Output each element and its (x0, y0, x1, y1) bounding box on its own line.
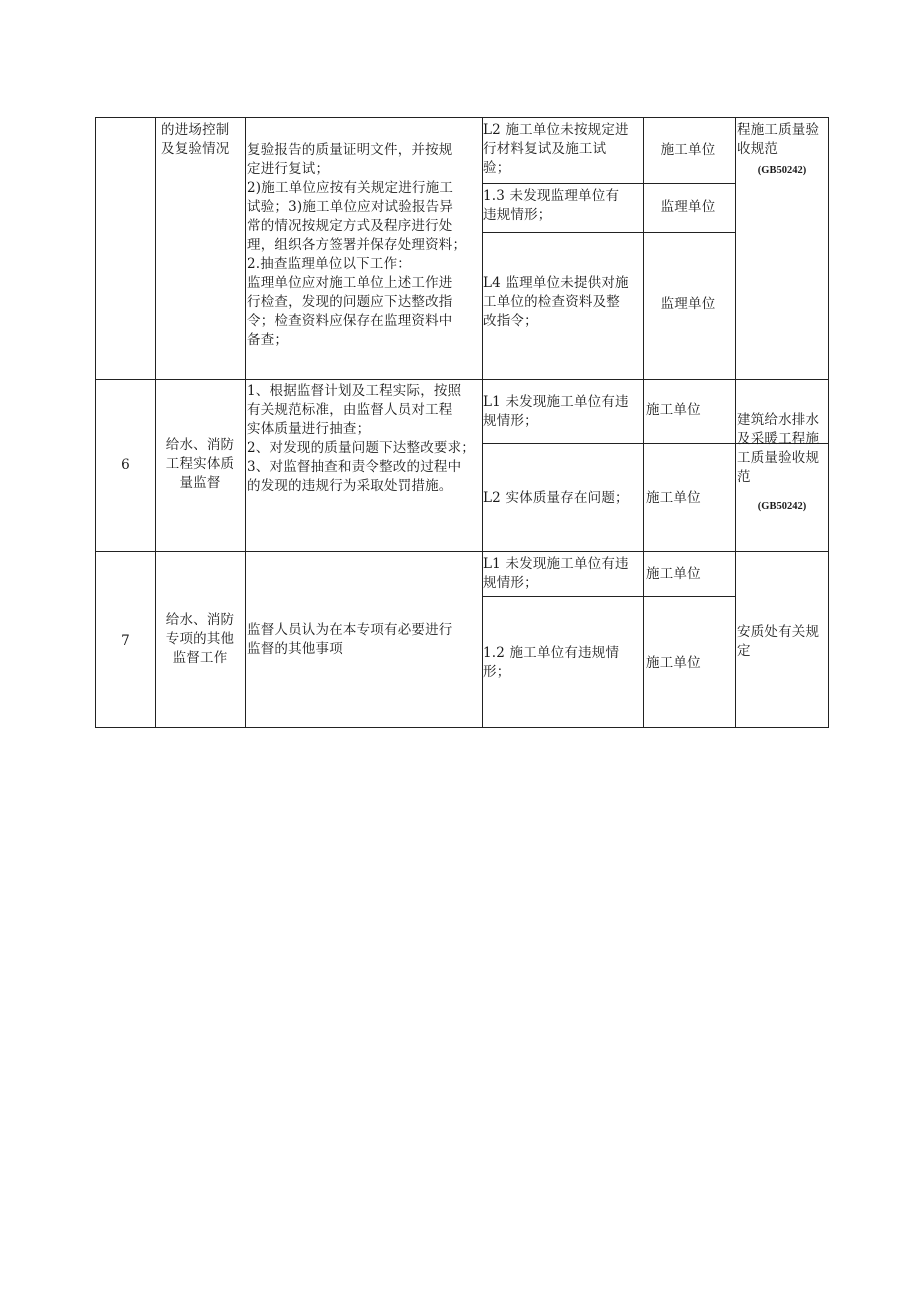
responsible-party: 施工单位 (646, 402, 701, 418)
standard-code: (GB50242) (757, 165, 807, 176)
responsible-party: 施工单位 (646, 655, 701, 671)
content-line: 复验报告的质量证明文件，并按规 (247, 142, 453, 158)
item-line: 的进场控制 (161, 122, 230, 138)
row-a-content (247, 141, 466, 350)
responsible-party: 监理单位 (660, 296, 716, 312)
basis-line: 收规范 (737, 141, 779, 157)
basis-line: 程施工质量验 (737, 122, 820, 138)
content-line: 有关规范标准，由监督人员对工程 (247, 402, 453, 418)
row-divider (96, 551, 828, 552)
row-6-content (247, 382, 475, 496)
content-line: 令；检查资料应保存在监理资料中 (247, 313, 453, 329)
problem-line: 工单位的检查资料及整 (483, 294, 620, 310)
problem-line: L1 未发现施工单位有违 (483, 394, 629, 410)
basis-line: 建筑给水排水 (737, 412, 820, 428)
problem-line: 违规情形； (483, 207, 552, 223)
responsible-party: 施工单位 (660, 142, 716, 158)
item-line: 监督工作 (172, 650, 228, 666)
row-7-basis (737, 623, 819, 661)
row-7-item (155, 611, 245, 668)
content-line: 试验；3)施工单位应对试验报告异 (247, 199, 454, 215)
row-7-content (247, 621, 453, 659)
content-line: 定进行复试； (247, 161, 330, 177)
row-a-item (161, 121, 230, 159)
problem-line: L4 监理单位未提供对施 (483, 275, 629, 291)
content-line: 的发现的违规行为采取处罚措施。 (247, 478, 453, 494)
row-7-problem-1 (483, 555, 629, 593)
subrow-divider (482, 596, 735, 597)
row-divider (96, 379, 828, 380)
problem-line: 验； (483, 160, 511, 176)
basis-line: 定 (737, 643, 751, 659)
basis-line: 工质量验收规 (737, 450, 820, 466)
row-7-problem-2 (483, 644, 619, 682)
problem-line: 规情形； (483, 413, 538, 429)
subrow-divider (482, 183, 735, 184)
item-line: 工程实体质 (165, 456, 235, 472)
problem-line: 1.2 施工单位有违规情 (483, 645, 620, 661)
row-number: 6 (121, 457, 130, 473)
problem-line: 1.3 未发现监理单位有 (483, 188, 620, 204)
item-line: 专项的其他 (165, 631, 235, 647)
content-line: 备查； (247, 332, 289, 348)
standard-code: (GB50242) (757, 501, 807, 512)
item-line: 给水、消防 (165, 612, 235, 628)
content-line: 2)施工单位应按有关规定进行施工 (247, 180, 454, 196)
problem-line: 形； (483, 664, 511, 680)
content-line: 监理单位应对施工单位上述工作进 (247, 275, 453, 291)
problem-line: 行材料复试及施工试 (483, 141, 607, 157)
problem-line: L2 施工单位未按规定进 (483, 122, 629, 138)
row-a-problem-1 (483, 121, 629, 178)
content-line: 1、根据监督计划及工程实际，按照 (247, 383, 462, 399)
responsible-party: 施工单位 (646, 566, 701, 582)
col-divider (245, 118, 246, 727)
item-line: 及复验情况 (161, 141, 230, 157)
content-line: 监督人员认为在本专项有必要进行 (247, 622, 453, 638)
content-line: 3、对监督抽查和责令整改的过程中 (247, 459, 462, 475)
content-line: 常的情况按规定方式及程序进行处 (247, 218, 453, 234)
item-line: 给水、消防 (165, 437, 235, 453)
row-6-item (155, 436, 245, 493)
basis-line: 安质处有关规 (737, 624, 820, 640)
basis-line: 范 (737, 469, 751, 485)
subrow-divider (482, 232, 735, 233)
col-divider (735, 118, 736, 727)
row-6-problem-1 (483, 393, 629, 431)
row-number: 7 (121, 633, 130, 649)
problem-line: L1 未发现施工单位有违 (483, 556, 629, 572)
item-line: 量监督 (179, 475, 221, 491)
problem-line: 规情形； (483, 575, 538, 591)
row-6-problem-2 (483, 489, 629, 508)
problem-line: L2 实体质量存在问题； (483, 490, 629, 506)
responsible-party: 施工单位 (646, 490, 701, 506)
row-6-basis (737, 411, 819, 487)
content-line: 2、对发现的质量问题下达整改要求； (247, 440, 475, 456)
content-line: 行检查，发现的问题应下达整改指 (247, 294, 453, 310)
responsible-party: 监理单位 (660, 199, 716, 215)
content-line: 2.抽查监理单位以下工作： (247, 256, 411, 272)
row-a-problem-2 (483, 187, 619, 225)
basis-line: 及采暖工程施 (737, 431, 820, 447)
row-a-basis (737, 121, 819, 159)
content-line: 理，组织各方签署并保存处理资料； (247, 237, 467, 253)
problem-line: 改指令； (483, 313, 538, 329)
content-line: 实体质量进行抽查； (247, 421, 371, 437)
row-a-problem-3 (483, 274, 629, 331)
content-line: 监督的其他事项 (247, 641, 343, 657)
